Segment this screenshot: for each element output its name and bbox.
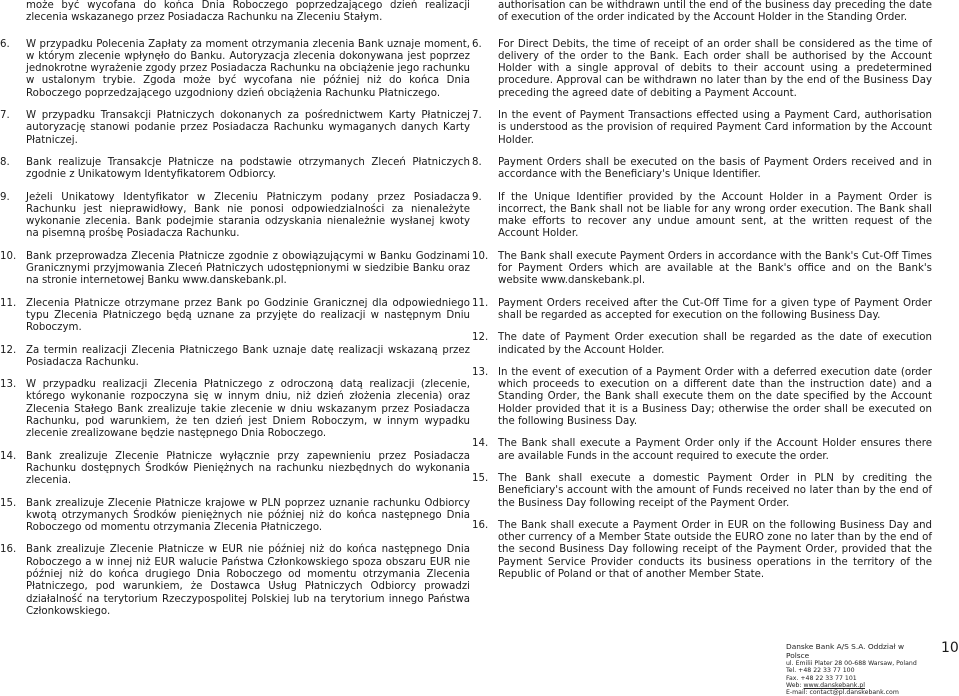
english-item-number: 13. [472,366,489,378]
footer-email: E-mail: contact@pl.danskebank.com [786,689,899,696]
polish-item-text: Zlecenia Płatnicze otrzymane przez Bank po Godzinie Granicznej dla odpowiedniego typu Zlecenia Płatniczego będą uznane za przyjęte do realizacji w następnym Dniu Roboczym. [26,297,470,334]
polish-item-text: Bank przeprowadza Zlecenia Płatnicze zgodnie z obowiązującymi w Banku Godzinami Granicznymi przyjmowania Zleceń Płatniczych udostępnionymi w siedzibie Banku oraz na stronie internetowej Banku www.danskebank.pl. [26,250,470,287]
footer-web-row [786,682,926,689]
english-item-number: 7. [472,110,482,122]
english-column [472,0,932,591]
polish-item [0,251,470,288]
english-intro-text: authorisation can be withdrawn until the end of the business day preceding the date of execution of the order indicated by the Account Holder in the Standing Order. [498,0,932,24]
english-item-text: Payment Orders received after the Cut-Off Time for a given type of Payment Order shall be regarded as accepted for execution on the following Business Day. [498,297,932,321]
english-item [472,438,932,463]
polish-item-text: Jeżeli Unikatowy Identyfikator w Zleceniu Płatniczym podany przez Posiadacza Rachunku jest nieprawidłowy, Bank nie ponosi odpowiedzialności za nienależyte wykonanie zlecenia. Bank podejmie starania odzyskania nienależnie wysłanej kwoty na pisemną prośbę Posiadacza Rachunku. [26,191,470,240]
polish-item-number: 9. [0,191,10,203]
polish-item-text: Bank zrealizuje Zlecenie Płatnicze wyłącznie przy zapewnieniu przez Posiadacza Rachunku dostępnych Środków Pieniężnych na rachunku niezbędnych do wykonania zlecenia. [26,450,470,487]
polish-list [0,39,470,619]
polish-column [0,0,470,628]
english-item-number: 16. [472,519,489,531]
english-item-text: If the Unique Identifier provided by the Account Holder in a Payment Order is incorrect, the Bank shall not be liable for any wrong order execution. The Bank shall make efforts to recover any undue amount sent, at the written request of the Account Holder. [498,191,932,240]
polish-item-number: 6. [0,38,10,50]
english-item-number: 6. [472,38,482,50]
english-item [472,298,932,323]
polish-item [0,498,470,535]
footer-web-label: Web: [786,681,802,689]
english-item-number: 15. [472,472,489,484]
polish-item-number: 12. [0,344,17,356]
polish-item [0,379,470,440]
english-item-text: The Bank shall execute Payment Orders in accordance with the Bank's Cut-Off Times for Payment Orders which are available at the Bank's office and on the Bank's website www.danskebank.pl. [498,250,932,287]
page-number: 10 [941,640,959,656]
english-item-number: 10. [472,250,489,262]
polish-item-number: 10. [0,250,17,262]
polish-item-text: W przypadku Polecenia Zapłaty za moment otrzymania zlecenia Bank uznaje moment, w którym zlecenie wpłynęło do Banku. Autoryzacja zlecenia dokonywana jest poprzez jednokrotne wyrażenie zgody przez Posiadacza Rachunku na obciążenie jego rachunku w ustalonym trybie. Zgoda może być wycofana nie później niż do końca Dnia Roboczego poprzedzającego uzgodniony dzień obciążenia Rachunku Płatniczego. [26,38,470,99]
english-item-text: In the event of execution of a Payment Order with a deferred execution date (order which proceeds to execution on a different date than the instruction date) and a Standing Order, the Bank shall execute them on the date specified by the Account Holder provided that it is a Business Day; otherwise the order shall be executed on the following Business Day. [498,366,932,428]
polish-item [0,192,470,241]
polish-item-number: 13. [0,379,17,391]
polish-item-number: 14. [0,450,17,462]
english-item-text: Payment Orders shall be executed on the basis of Payment Orders received and in accordance with the Beneficiary's Unique Identifier. [498,156,932,181]
polish-intro [0,0,470,25]
footer-bank-name: Danske Bank A/S S.A. Oddział w Polsce [786,642,904,660]
english-item [472,110,932,147]
polish-item [0,110,470,147]
english-item-text: The Bank shall execute a Payment Order in EUR on the following Business Day and other currency of a Member State outside the EURO zone no later than by the end of the second Business Day following receipt of the Payment Order, provided that the Payment Service Provider conducts its business operations in the territory of the Republic of Poland or that of another Member State. [498,519,932,580]
polish-item-number: 16. [0,544,17,556]
english-item-number: 14. [472,438,489,450]
english-item-text: For Direct Debits, the time of receipt of an order shall be considered as the time of delivery of the order to the Bank. Each order shall be authorised by the Account Holder with a single approval of debits to their account using a predetermined procedure. Approval can be withdrawn no later than by the end of the Business Day preceding the agreed date of debiting a Payment Account. [498,38,932,99]
english-item [472,192,932,241]
english-item [472,473,932,510]
polish-item [0,451,470,488]
polish-item-number: 7. [0,110,10,122]
polish-item [0,39,470,100]
footer-tel: Tel. +48 22 33 77 100 [786,667,855,675]
polish-item [0,157,470,182]
polish-item-number: 8. [0,156,10,168]
polish-item-text: Bank zrealizuje Zlecenie Płatnicze krajowe w PLN poprzez uznanie rachunku Odbiorcy kwotą otrzymanych Środków pieniężnych nie później niż do końca następnego Dnia Roboczego od momentu otrzymania Zlecenia Płatniczego. [26,497,470,534]
english-list [472,39,932,582]
polish-item [0,298,470,335]
polish-item-number: 15. [0,497,17,509]
english-item [472,332,932,357]
footer-address: ul. Emilii Plater 28 00-688 Warsaw, Poland [786,660,917,668]
polish-item-text: W przypadku Transakcji Płatniczych dokonanych za pośrednictwem Karty Płatniczej autoryzację stanowi podanie przez Posiadacza Rachunku wymaganych danych Karty Płatniczej. [26,110,470,146]
english-item-text: The Bank shall execute a domestic Payment Order in PLN by crediting the Beneficiary's account with the amount of Funds received no later than by the end of the Business Day following receipt of the Payment Order. [498,472,932,509]
english-item [472,39,932,100]
polish-item-text: Za termin realizacji Zlecenia Płatniczego Bank uznaje datę realizacji wskazaną przez Posiadacza Rachunku. [26,344,470,368]
english-item-number: 11. [472,297,489,309]
english-item [472,251,932,288]
english-intro [472,0,932,25]
polish-item-text: Bank realizuje Transakcje Płatnicze na podstawie otrzymanych Zleceń Płatniczych zgodnie z Unikatowym Identyfikatorem Odbiorcy. [26,156,470,181]
polish-item-text: Bank zrealizuje Zlecenie Płatnicze w EUR nie później niż do końca następnego Dnia Roboczego a w innej niż EUR walucie Państwa Członkowskiego spoza obszaru EUR nie później niż do końca drugiego Dnia Roboczego od momentu otrzymania Zlecenia Płatniczego, pod warunkiem, że Dostawca Usług Płatniczych Odbiorcy prowadzi działalność na terytorium Rzeczypospolitej Polskiej lub na terytorium innego Państwa Członkowskiego. [26,544,470,617]
english-item-number: 12. [472,332,489,344]
english-item [472,367,932,428]
polish-item-text: W przypadku realizacji Zlecenia Płatniczego z odroczoną datą realizacji (zlecenie, którego wykonanie rozpoczyna się w innym dniu, niż dzień złożenia zlecenia) oraz Zlecenia Stałego Bank zrealizuje takie zlecenie w dniu wskazanym przez Posiadacza Rachunku, pod warunkiem, że ten dzień jest Dniem Roboczym, w innym wypadku zlecenie zrealizowane będzie następnego Dnia Roboczego. [26,379,470,440]
english-item-number: 9. [472,191,482,203]
polish-item [0,544,470,618]
polish-item [0,345,470,370]
english-item-text: The Bank shall execute a Payment Order only if the Account Holder ensures there are available Funds in the account required to execute the order. [498,438,932,462]
footer-web-link[interactable]: www.danskebank.pl [803,681,865,689]
english-item [472,157,932,182]
footer-fax: Fax. +48 22 33 77 101 [786,674,857,682]
english-item [472,520,932,581]
polish-intro-text: może być wycofana do końca Dnia Roboczego poprzedzającego dzień realizacji zlecenia wskazanego przez Posiadacza Rachunku na Zleceniu Stałym. [26,0,470,24]
bank-footer [786,643,926,696]
english-item-text: In the event of Payment Transactions effected using a Payment Card, authorisation is understood as the provision of required Payment Card information by the Account Holder. [498,110,932,146]
english-item-number: 8. [472,156,482,168]
english-item-text: The date of Payment Order execution shall be regarded as the date of execution indicated by the Account Holder. [498,332,932,356]
polish-item-number: 11. [0,297,17,309]
